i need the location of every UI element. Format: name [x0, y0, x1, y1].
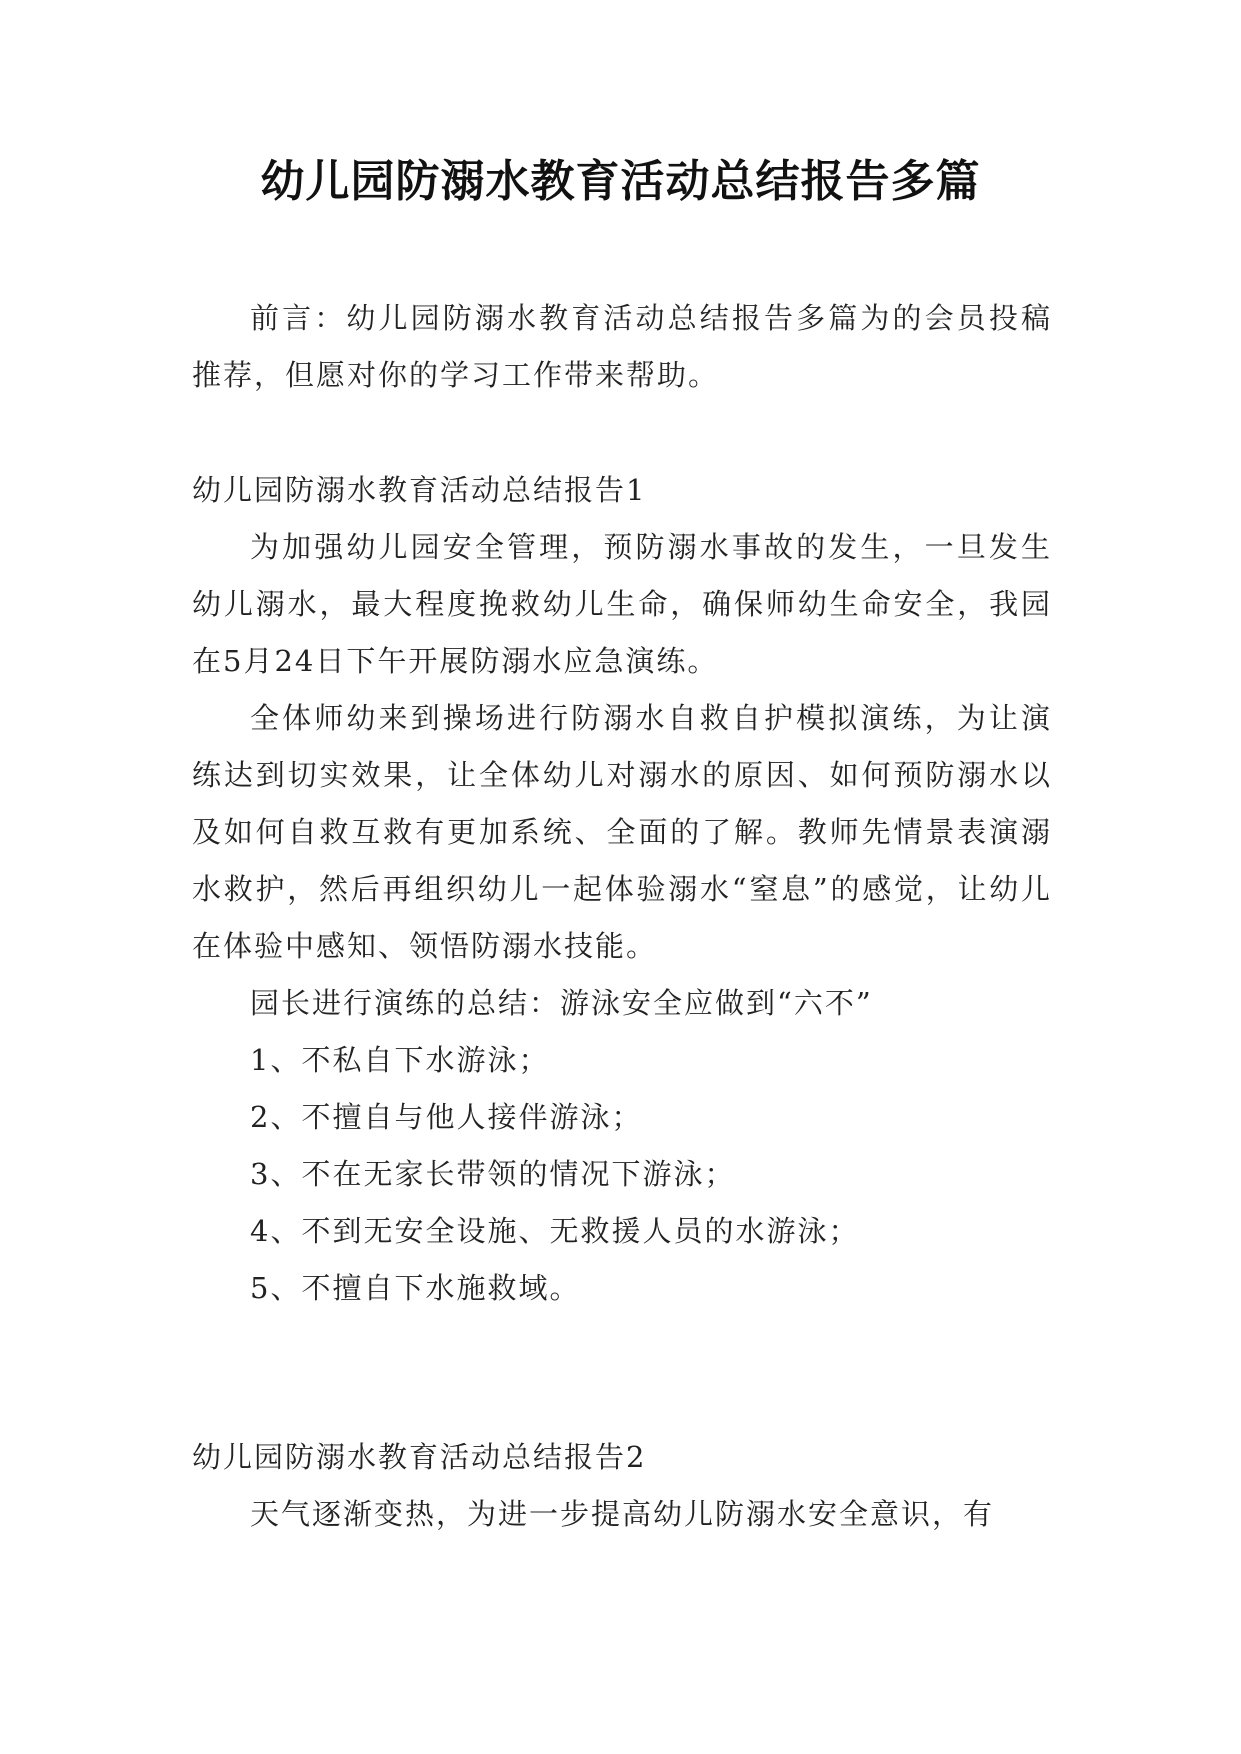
report-1-paragraph-3: 园长进行演练的总结：游泳安全应做到“六不” [250, 986, 873, 1020]
spacer [192, 1317, 1052, 1429]
list-item: 2、不擅自与他人接伴游泳； [250, 1100, 643, 1134]
report-1-heading: 幼儿园防溺水教育活动总结报告1 [192, 473, 647, 507]
spacer [192, 404, 1052, 462]
document-title: 幼儿园防溺水教育活动总结报告多篇 [260, 156, 981, 207]
report-1-paragraph-2: 全体师幼来到操场进行防溺水自救自护模拟演练，为让演练达到切实效果，让全体幼儿对溺水的原因、如何预防溺水以及如何自救互救有更加系统、全面的了解。教师先情景表演溺水救护，然后再组织幼儿一起体验溺水“窒息”的感觉，让幼儿在体验中感知、领悟防溺水技能。 [192, 701, 1052, 963]
document-body [192, 290, 1052, 1543]
report-1-paragraph-1: 为加强幼儿园安全管理，预防溺水事故的发生，一旦发生幼儿溺水，最大程度挽救幼儿生命，确保师幼生命安全，我园在5月24日下午开展防溺水应急演练。 [192, 530, 1052, 678]
list-item: 5、不擅自下水施救域。 [250, 1271, 581, 1305]
list-item: 1、不私自下水游泳； [250, 1043, 550, 1077]
report-2-paragraph-1: 天气逐渐变热，为进一步提高幼儿防溺水安全意识，有 [250, 1497, 995, 1531]
list-item: 3、不在无家长带领的情况下游泳； [250, 1157, 736, 1191]
list-item: 4、不到无安全设施、无救援人员的水游泳； [250, 1214, 860, 1248]
preface-paragraph: 前言：幼儿园防溺水教育活动总结报告多篇为的会员投稿推荐，但愿对你的学习工作带来帮助。 [192, 301, 1052, 392]
report-2-heading: 幼儿园防溺水教育活动总结报告2 [192, 1440, 647, 1474]
